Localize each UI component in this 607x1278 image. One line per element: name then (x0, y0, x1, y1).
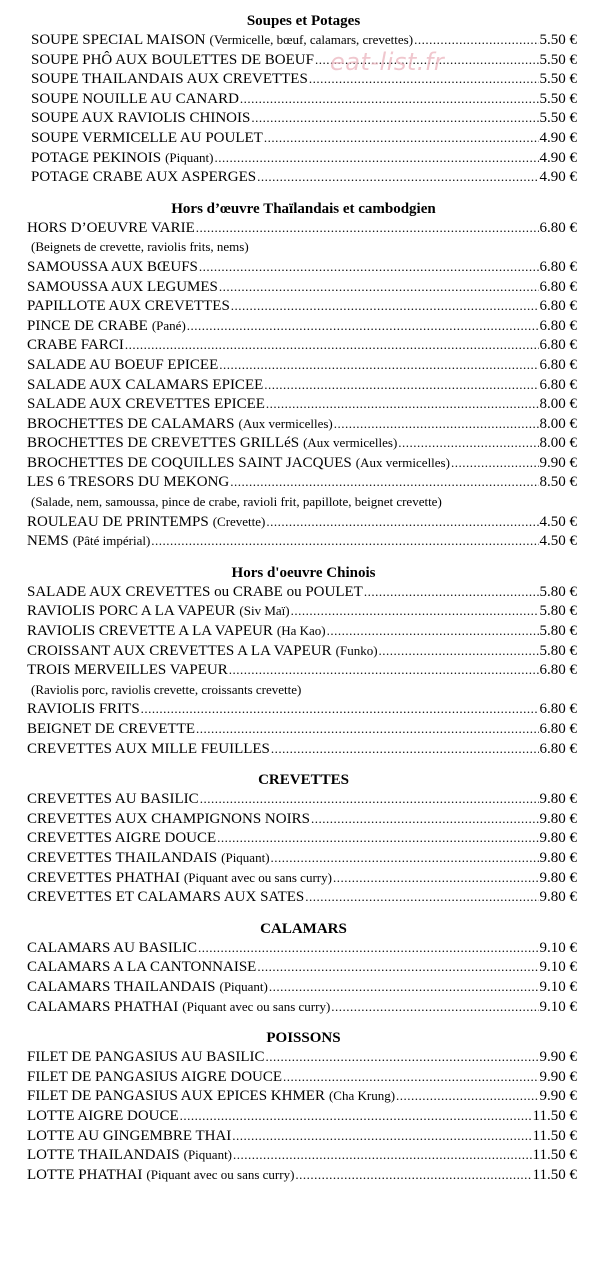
item-price: 9.80 € (539, 791, 577, 808)
item-price: 4.50 € (539, 513, 577, 530)
dot-leader (266, 394, 539, 414)
item-note: (Piquant) (165, 149, 214, 165)
item-name: SOUPE AUX RAVIOLIS CHINOIS (31, 110, 251, 127)
item-price: 6.80 € (539, 298, 577, 315)
item-note: (Ha Kao) (276, 623, 326, 639)
menu-item (27, 472, 577, 492)
item-name: CALAMARS PHATHAI (27, 998, 179, 1015)
dot-leader (379, 641, 539, 661)
dot-leader (283, 1067, 538, 1087)
dot-leader (240, 89, 539, 109)
menu-item (27, 997, 577, 1017)
menu-item (27, 335, 577, 355)
menu-section (0, 12, 607, 187)
item-price: 5.50 € (539, 71, 577, 88)
item-price: 4.50 € (539, 533, 577, 550)
item-price: 6.80 € (539, 337, 577, 354)
section-title: Hors d’œuvre Thaïlandais et cambodgien (171, 200, 436, 217)
dot-leader (334, 414, 539, 434)
item-note: (Cha Krung) (328, 1088, 396, 1104)
item-price: 9.10 € (539, 939, 577, 956)
item-name: SAMOUSSA AUX BŒUFS (27, 258, 198, 275)
dot-leader (398, 433, 538, 453)
dot-leader (264, 375, 538, 395)
item-price: 5.50 € (539, 32, 577, 48)
menu-item (27, 257, 577, 277)
item-name: TROIS MERVEILLES VAPEUR (27, 662, 228, 679)
item-name: FILET DE PANGASIUS AIGRE DOUCE (27, 1068, 283, 1085)
item-name: CALAMARS THAILANDAIS (27, 978, 216, 995)
item-name: CREVETTES PHATHAI (27, 869, 180, 886)
item-price: 6.80 € (539, 258, 577, 275)
menu-item (27, 218, 577, 238)
menu-item (27, 957, 577, 977)
item-name: CREVETTES AIGRE DOUCE (27, 830, 217, 847)
item-price: 9.80 € (539, 889, 577, 906)
item-name: ROULEAU DE PRINTEMPS (27, 513, 209, 530)
item-name: CALAMARS A LA CANTONNAISE (27, 959, 257, 976)
item-price: 8.00 € (539, 396, 577, 413)
menu-item (27, 739, 577, 759)
dot-leader (414, 30, 538, 50)
menu-item (27, 453, 577, 473)
item-price: 9.90 € (539, 1068, 577, 1085)
item-note: (Pané) (151, 317, 186, 333)
menu-item (27, 316, 577, 336)
section-title: Soupes et Potages (246, 13, 361, 29)
dot-leader (196, 218, 539, 238)
dot-leader (333, 868, 539, 888)
item-note: (Aux vermicelles) (355, 454, 450, 470)
item-description: (Beignets de crevette, raviolis frits, nems) (31, 239, 249, 255)
dot-leader (180, 1106, 532, 1126)
item-price: 9.80 € (539, 849, 577, 866)
item-name: POTAGE PEKINOIS (31, 149, 162, 166)
item-name: CROISSANT AUX CREVETTES A LA VAPEUR (27, 642, 332, 659)
dot-leader (151, 531, 538, 551)
menu-item (27, 512, 577, 532)
menu-item (31, 148, 577, 168)
item-name: SOUPE THAILANDAIS AUX CREVETTES (31, 71, 308, 88)
menu-item (27, 414, 577, 434)
item-note: (Piquant) (219, 978, 268, 994)
dot-leader (396, 1086, 538, 1106)
item-name: PAPILLOTE AUX CREVETTES (27, 298, 230, 315)
menu-item (27, 868, 577, 888)
dot-leader (451, 453, 539, 473)
menu-item (27, 938, 577, 958)
item-note: (Pâté impérial) (72, 533, 151, 549)
item-price: 5.50 € (539, 90, 577, 107)
item-name: BROCHETTES DE CREVETTES GRILLéS (27, 435, 300, 452)
item-price: 6.80 € (539, 701, 577, 718)
menu-item (27, 660, 577, 680)
item-name: CREVETTES AU BASILIC (27, 791, 199, 808)
item-name: LOTTE PHATHAI (27, 1166, 143, 1183)
item-price: 6.80 € (539, 219, 577, 236)
menu-section (0, 1029, 607, 1184)
dot-leader (251, 108, 538, 128)
menu-item (27, 1086, 577, 1106)
dot-leader (214, 148, 538, 168)
item-name: HORS D’OEUVRE VARIE (27, 219, 195, 236)
item-note: (Piquant avec ou sans curry) (183, 869, 332, 885)
item-name: SOUPE PHÔ AUX BOULETTES DE BOEUF (31, 51, 314, 68)
dot-leader (264, 128, 539, 148)
dot-leader (271, 739, 539, 759)
section-title: Hors d'oeuvre Chinois (231, 564, 376, 581)
item-price: 4.90 € (539, 169, 577, 186)
dot-leader (199, 257, 539, 277)
menu-item (31, 30, 577, 50)
item-name: SOUPE SPECIAL MAISON (31, 32, 206, 48)
dot-leader (309, 69, 539, 89)
menu-item (27, 277, 577, 297)
dot-leader (271, 848, 539, 868)
item-name: BROCHETTES DE COQUILLES SAINT JACQUES (27, 454, 352, 471)
item-name: CREVETTES ET CALAMARS AUX SATES (27, 889, 305, 906)
menu-item (27, 601, 577, 621)
item-price: 5.50 € (539, 51, 577, 68)
dot-leader (125, 335, 539, 355)
item-price: 9.90 € (539, 1088, 577, 1105)
dot-leader (295, 1165, 531, 1185)
item-price: 5.80 € (539, 642, 577, 659)
dot-leader (305, 887, 538, 907)
item-name: BEIGNET DE CREVETTE (27, 721, 196, 737)
section-title: CALAMARS (260, 920, 347, 937)
item-note: (Crevette) (212, 513, 266, 529)
item-price: 6.80 € (539, 721, 577, 737)
dot-leader (233, 1145, 532, 1165)
dot-leader (331, 997, 538, 1017)
menu-item (27, 828, 577, 848)
item-name: FILET DE PANGASIUS AUX EPICES KHMER (27, 1088, 325, 1105)
item-name: CALAMARS AU BASILIC (27, 939, 198, 956)
item-price: 9.80 € (539, 869, 577, 886)
menu-item (27, 582, 577, 602)
menu-item (27, 887, 577, 907)
menu-item (31, 108, 577, 128)
item-price: 6.80 € (539, 356, 577, 373)
menu-item (31, 50, 577, 70)
item-note: (Piquant) (183, 1147, 233, 1163)
dot-leader (198, 938, 538, 958)
item-price: 6.80 € (539, 278, 577, 295)
item-note: (Piquant) (221, 849, 270, 865)
item-price: 9.80 € (539, 810, 577, 827)
section-title: CREVETTES (258, 772, 349, 789)
menu-section (0, 564, 607, 758)
item-note: (Funko) (335, 642, 378, 658)
menu-item (27, 375, 577, 395)
dot-leader (229, 660, 539, 680)
item-price: 8.00 € (539, 435, 577, 452)
dot-leader (364, 582, 539, 602)
dot-leader (232, 1126, 531, 1146)
item-price: 9.10 € (539, 998, 577, 1015)
item-price: 5.80 € (539, 623, 577, 640)
menu-document (0, 12, 607, 1184)
item-name: SALADE AUX CALAMARS EPICEE (27, 376, 264, 393)
item-price: 6.80 € (539, 740, 577, 757)
item-name: RAVIOLIS CREVETTE A LA VAPEUR (27, 623, 273, 640)
item-price: 4.90 € (539, 149, 577, 166)
menu-item (27, 1047, 577, 1067)
dot-leader (257, 957, 538, 977)
item-price: 8.50 € (539, 474, 577, 491)
dot-leader (291, 601, 539, 621)
item-name: CRABE FARCI (27, 337, 124, 354)
item-name: LOTTE AIGRE DOUCE (27, 1107, 179, 1124)
item-name: FILET DE PANGASIUS AU BASILIC (27, 1049, 265, 1066)
item-name: LOTTE AU GINGEMBRE THAI (27, 1127, 232, 1144)
item-price: 6.80 € (539, 376, 577, 393)
section-title: POISSONS (266, 1030, 341, 1047)
menu-item (27, 977, 577, 997)
item-name: SALADE AUX CREVETTES EPICEE (27, 396, 265, 413)
dot-leader (187, 316, 539, 336)
item-name: LOTTE THAILANDAIS (27, 1147, 180, 1164)
menu-item (27, 531, 577, 551)
item-price: 4.90 € (539, 129, 577, 146)
dot-leader (200, 789, 539, 809)
dot-leader (269, 977, 539, 997)
menu-item (31, 167, 577, 187)
menu-item (31, 128, 577, 148)
item-name: NEMS (27, 533, 69, 550)
item-name: SOUPE NOUILLE AU CANARD (31, 90, 239, 107)
item-name: BROCHETTES DE CALAMARS (27, 415, 235, 432)
item-price: 6.80 € (539, 317, 577, 334)
item-name: RAVIOLIS PORC A LA VAPEUR (27, 603, 236, 620)
dot-leader (257, 167, 538, 187)
dot-leader (196, 719, 538, 739)
item-price: 5.50 € (539, 110, 577, 127)
menu-item (27, 1106, 577, 1126)
item-note: (Aux vermicelles) (303, 435, 398, 451)
item-description: (Salade, nem, samoussa, pince de crabe, ravioli frit, papillote, beignet crevette) (31, 494, 442, 510)
item-name: SOUPE VERMICELLE AU POULET (31, 129, 263, 146)
dot-leader (327, 621, 539, 641)
menu-item (27, 1067, 577, 1087)
item-name: SAMOUSSA AUX LEGUMES (27, 278, 218, 295)
item-price: 11.50 € (532, 1147, 577, 1164)
dot-leader (141, 699, 539, 719)
menu-section (0, 200, 607, 551)
menu-section (0, 771, 607, 907)
item-price: 11.50 € (532, 1127, 577, 1144)
dot-leader (217, 828, 538, 848)
dot-leader (315, 50, 539, 70)
dot-leader (219, 355, 538, 375)
item-name: PINCE DE CRABE (27, 317, 148, 334)
item-price: 9.90 € (539, 454, 577, 471)
item-price: 5.80 € (539, 583, 577, 600)
item-description: (Raviolis porc, raviolis crevette, croissants crevette) (31, 681, 302, 697)
watermark: eat-list.fr (330, 48, 445, 76)
menu-item (27, 394, 577, 414)
item-price: 6.80 € (539, 662, 577, 679)
menu-item (27, 809, 577, 829)
item-note: (Piquant avec ou sans curry) (146, 1166, 295, 1182)
menu-item (27, 1165, 577, 1185)
menu-item (27, 789, 577, 809)
item-price: 9.90 € (539, 1049, 577, 1066)
menu-item (27, 699, 577, 719)
dot-leader (266, 512, 538, 532)
menu-item (27, 433, 577, 453)
menu-item (31, 89, 577, 109)
item-price: 8.00 € (539, 415, 577, 432)
dot-leader (219, 277, 539, 297)
item-name: SALADE AU BOEUF EPICEE (27, 356, 219, 373)
dot-leader (266, 1047, 539, 1067)
item-name: CREVETTES THAILANDAIS (27, 849, 218, 866)
item-name: SALADE AUX CREVETTES ou CRABE ou POULET (27, 583, 363, 600)
item-price: 9.10 € (539, 959, 577, 976)
item-note: (Aux vermicelles) (238, 415, 333, 431)
menu-item (27, 719, 577, 739)
dot-leader (231, 296, 539, 316)
item-note: (Siv Maï) (239, 603, 290, 619)
dot-leader (230, 472, 538, 492)
menu-section (0, 920, 607, 1016)
item-name: POTAGE CRABE AUX ASPERGES (31, 169, 257, 186)
item-name: CREVETTES AUX MILLE FEUILLES (27, 740, 270, 757)
item-name: LES 6 TRESORS DU MEKONG (27, 474, 230, 491)
menu-item (31, 69, 577, 89)
menu-item (27, 1145, 577, 1165)
menu-item (27, 1126, 577, 1146)
item-price: 9.10 € (539, 978, 577, 995)
item-note: (Piquant avec ou sans curry) (182, 998, 331, 1014)
menu-item (27, 296, 577, 316)
menu-item (27, 641, 577, 661)
item-price: 5.80 € (539, 603, 577, 620)
menu-item (27, 355, 577, 375)
item-name: CREVETTES AUX CHAMPIGNONS NOIRS (27, 810, 310, 827)
item-price: 11.50 € (532, 1166, 577, 1183)
dot-leader (311, 809, 539, 829)
menu-item (27, 848, 577, 868)
menu-item (27, 621, 577, 641)
item-price: 11.50 € (532, 1107, 577, 1124)
item-name: RAVIOLIS FRITS (27, 701, 140, 718)
item-note: (Vermicelle, bœuf, calamars, crevettes) (209, 32, 414, 47)
item-price: 9.80 € (539, 830, 577, 847)
